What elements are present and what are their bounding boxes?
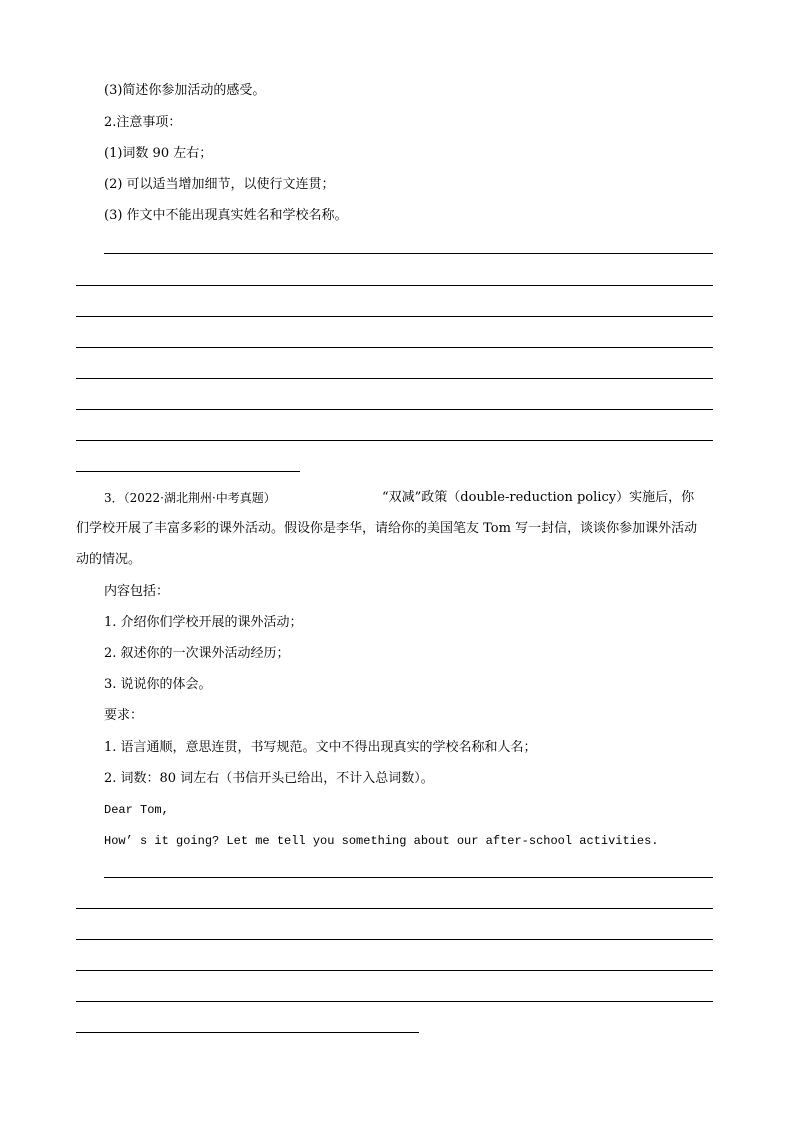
- writing-line[interactable]: [104, 877, 713, 878]
- writing-line[interactable]: [76, 316, 713, 317]
- writing-line-short[interactable]: [76, 471, 300, 472]
- writing-line[interactable]: [76, 347, 713, 348]
- writing-line[interactable]: [104, 253, 713, 254]
- question-intro-line-2: 们学校开展了丰富多彩的课外活动。假设你是李华，请给你的美国笔友 Tom 写一封信，谈谈你参加课外活动: [76, 521, 698, 536]
- writing-line[interactable]: [76, 1001, 713, 1002]
- writing-line[interactable]: [76, 285, 713, 286]
- note-item-3: (3) 作文中不能出现真实姓名和学校名称。: [104, 208, 348, 223]
- note-item-2: (2) 可以适当增加细节，以使行文连贯；: [104, 177, 335, 192]
- content-item-1: 1. 介绍你们学校开展的课外活动；: [104, 615, 303, 630]
- letter-opening: How’ s it going? Let me tell you something about our after-school activities.: [104, 834, 659, 848]
- question-intro-line-3: 动的情况。: [76, 552, 142, 567]
- note-item-1: (1)词数 90 左右；: [104, 146, 213, 161]
- writing-line[interactable]: [76, 378, 713, 379]
- writing-line-short[interactable]: [76, 1032, 419, 1033]
- writing-line[interactable]: [76, 970, 713, 971]
- content-item-2: 2. 叙述你的一次课外活动经历；: [104, 646, 290, 661]
- writing-line[interactable]: [76, 440, 713, 441]
- question-intro-line-1: “双减”政策（double-reduction policy）实施后，你: [382, 490, 695, 505]
- instruction-line-1: (3)简述你参加活动的感受。: [104, 83, 266, 98]
- requirements-heading: 要求：: [104, 708, 144, 723]
- content-item-3: 3. 说说你的体会。: [104, 677, 212, 692]
- question-source: 3．（2022·湖北荆州·中考真题）: [104, 491, 276, 505]
- letter-salutation: Dear Tom,: [104, 803, 169, 817]
- content-heading: 内容包括：: [104, 584, 170, 599]
- writing-line[interactable]: [76, 908, 713, 909]
- requirement-item-1: 1. 语言通顺，意思连贯，书写规范。文中不得出现真实的学校名称和人名；: [104, 740, 537, 755]
- notes-heading: 2.注意事项：: [104, 115, 182, 130]
- requirement-item-2: 2. 词数：80 词左右（书信开头已给出，不计入总词数）。: [104, 771, 434, 786]
- writing-line[interactable]: [76, 939, 713, 940]
- writing-line[interactable]: [76, 409, 713, 410]
